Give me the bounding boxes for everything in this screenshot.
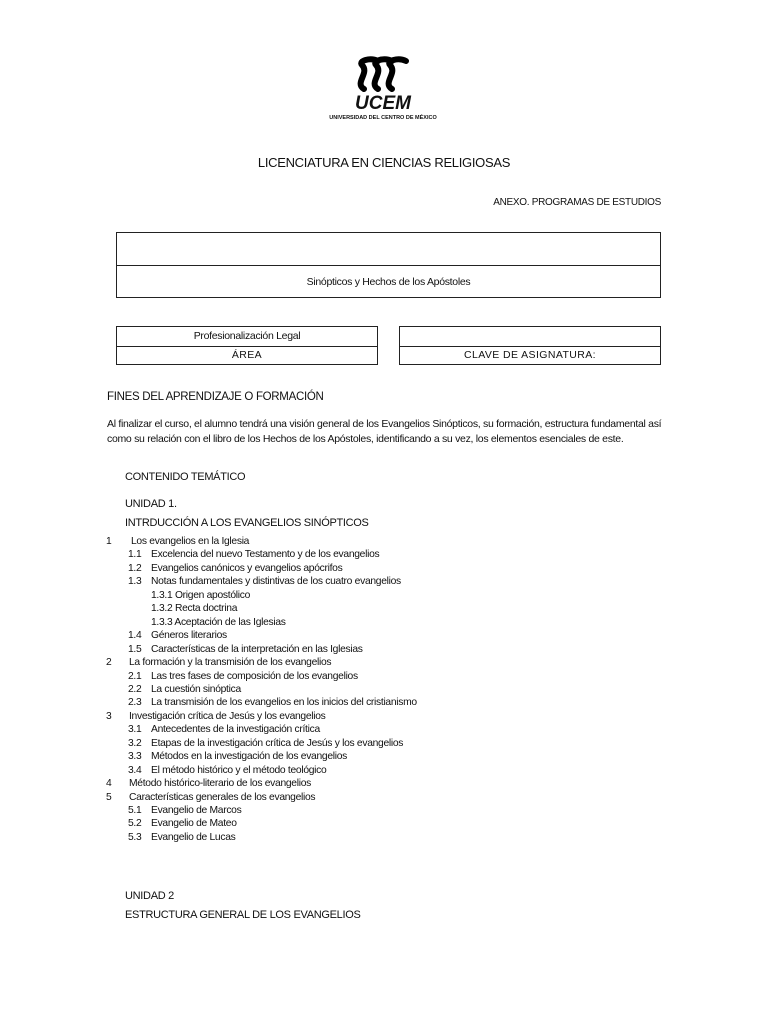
- toc-item: Métodos en la investigación de los evangelios: [151, 751, 348, 763]
- annex-label: ANEXO. PROGRAMAS DE ESTUDIOS: [493, 197, 661, 208]
- toc-number: 5: [106, 791, 112, 803]
- program-title: LICENCIATURA EN CIENCIAS RELIGIOSAS: [257, 155, 511, 170]
- toc-number: 3.3: [128, 751, 142, 763]
- toc-number: 2.2: [128, 683, 142, 695]
- logo-subtitle: UNIVERSIDAD DEL CENTRO DE MÉXICO: [329, 115, 437, 121]
- toc-number: 2.1: [128, 670, 142, 682]
- toc-number: 5.2: [128, 818, 142, 830]
- area-box: [116, 326, 378, 365]
- toc-item: Método histórico-literario de los evangelios: [129, 778, 311, 790]
- toc-item: 1.3.2 Recta doctrina: [151, 603, 238, 615]
- ucem-logo: [318, 55, 448, 127]
- unit2-title: ESTRUCTURA GENERAL DE LOS EVANGELIOS: [125, 909, 361, 921]
- ucem-waves-icon: [318, 55, 448, 93]
- subject-name: Sinópticos y Hechos de los Apóstoles: [306, 276, 471, 288]
- subject-box: [116, 232, 661, 298]
- area-value: Profesionalización Legal: [193, 330, 301, 342]
- toc-number: 3.1: [128, 724, 142, 736]
- toc-number: 3.4: [128, 764, 142, 776]
- toc-item: Evangelio de Marcos: [151, 805, 242, 816]
- toc-item: 1.3.3 Aceptación de las Iglesias: [151, 616, 286, 628]
- toc-item: Géneros literarios: [151, 630, 227, 642]
- clave-box: [399, 326, 661, 365]
- toc-item: Los evangelios en la Iglesia: [131, 536, 250, 547]
- toc-number: 2.3: [128, 697, 142, 709]
- clave-divider: [400, 346, 660, 347]
- toc-number: 1.5: [128, 643, 142, 655]
- toc-item: Evangelios canónicos y evangelios apócrifos: [151, 562, 343, 574]
- clave-label: CLAVE DE ASIGNATURA:: [464, 349, 596, 361]
- toc-item: Las tres fases de composición de los evangelios: [151, 670, 358, 682]
- toc-item: La formación y la transmisión de los evangelios: [129, 657, 332, 669]
- toc-item: Investigación crítica de Jesús y los evangelios: [129, 710, 326, 722]
- toc-item: Características de la interpretación en las Iglesias: [151, 643, 363, 655]
- toc-item: El método histórico y el método teológico: [151, 764, 327, 776]
- area-divider: [117, 346, 377, 347]
- toc-item: Etapas de la investigación crítica de Jesús y los evangelios: [151, 737, 404, 749]
- unit2-label: UNIDAD 2: [125, 890, 174, 902]
- toc-item: La cuestión sinóptica: [151, 683, 241, 695]
- toc-number: 4: [106, 778, 112, 790]
- toc-item: Excelencia del nuevo Testamento y de los evangelios: [151, 549, 380, 561]
- unit1-label: UNIDAD 1.: [125, 498, 177, 510]
- toc-item: Evangelio de Mateo: [151, 818, 237, 830]
- fines-title: FINES DEL APRENDIZAJE O FORMACIÓN: [107, 391, 324, 403]
- toc-number: 5.1: [128, 805, 142, 816]
- toc-item: Notas fundamentales y distintivas de los cuatro evangelios: [151, 576, 401, 588]
- area-label: ÁREA: [231, 349, 263, 361]
- toc-item: 1.3.1 Origen apostólico: [151, 589, 250, 601]
- contenido-title: CONTENIDO TEMÁTICO: [125, 471, 246, 483]
- toc-number: 1.4: [128, 630, 142, 642]
- fines-text: Al finalizar el curso, el alumno tendrá una visión general de los Evangelios Sinópticos, su formación, estructura fundamental así como su relación con el libro de los Hechos de los Apóstoles, identificando a su vez, los elementos esenciales de este.: [107, 418, 662, 445]
- toc-number: 2: [106, 657, 112, 669]
- toc-number: 5.3: [128, 831, 142, 843]
- toc-number: 1: [106, 536, 112, 547]
- toc-number: 3.2: [128, 737, 142, 749]
- toc-item: Características generales de los evangelios: [129, 791, 316, 803]
- toc-number: 1.1: [128, 549, 142, 561]
- toc-item: Antecedentes de la investigación crítica: [151, 724, 320, 736]
- logo-name: UCEM: [355, 93, 411, 114]
- toc-number: 1.2: [128, 562, 142, 574]
- unit1-title: INTRDUCCIÓN A LOS EVANGELIOS SINÓPTICOS: [125, 517, 369, 529]
- subject-divider: [117, 265, 660, 266]
- toc-number: 1.3: [128, 576, 142, 588]
- toc-item: La transmisión de los evangelios en los inicios del cristianismo: [151, 697, 417, 709]
- toc-item: Evangelio de Lucas: [151, 831, 236, 843]
- toc-number: 3: [106, 710, 112, 722]
